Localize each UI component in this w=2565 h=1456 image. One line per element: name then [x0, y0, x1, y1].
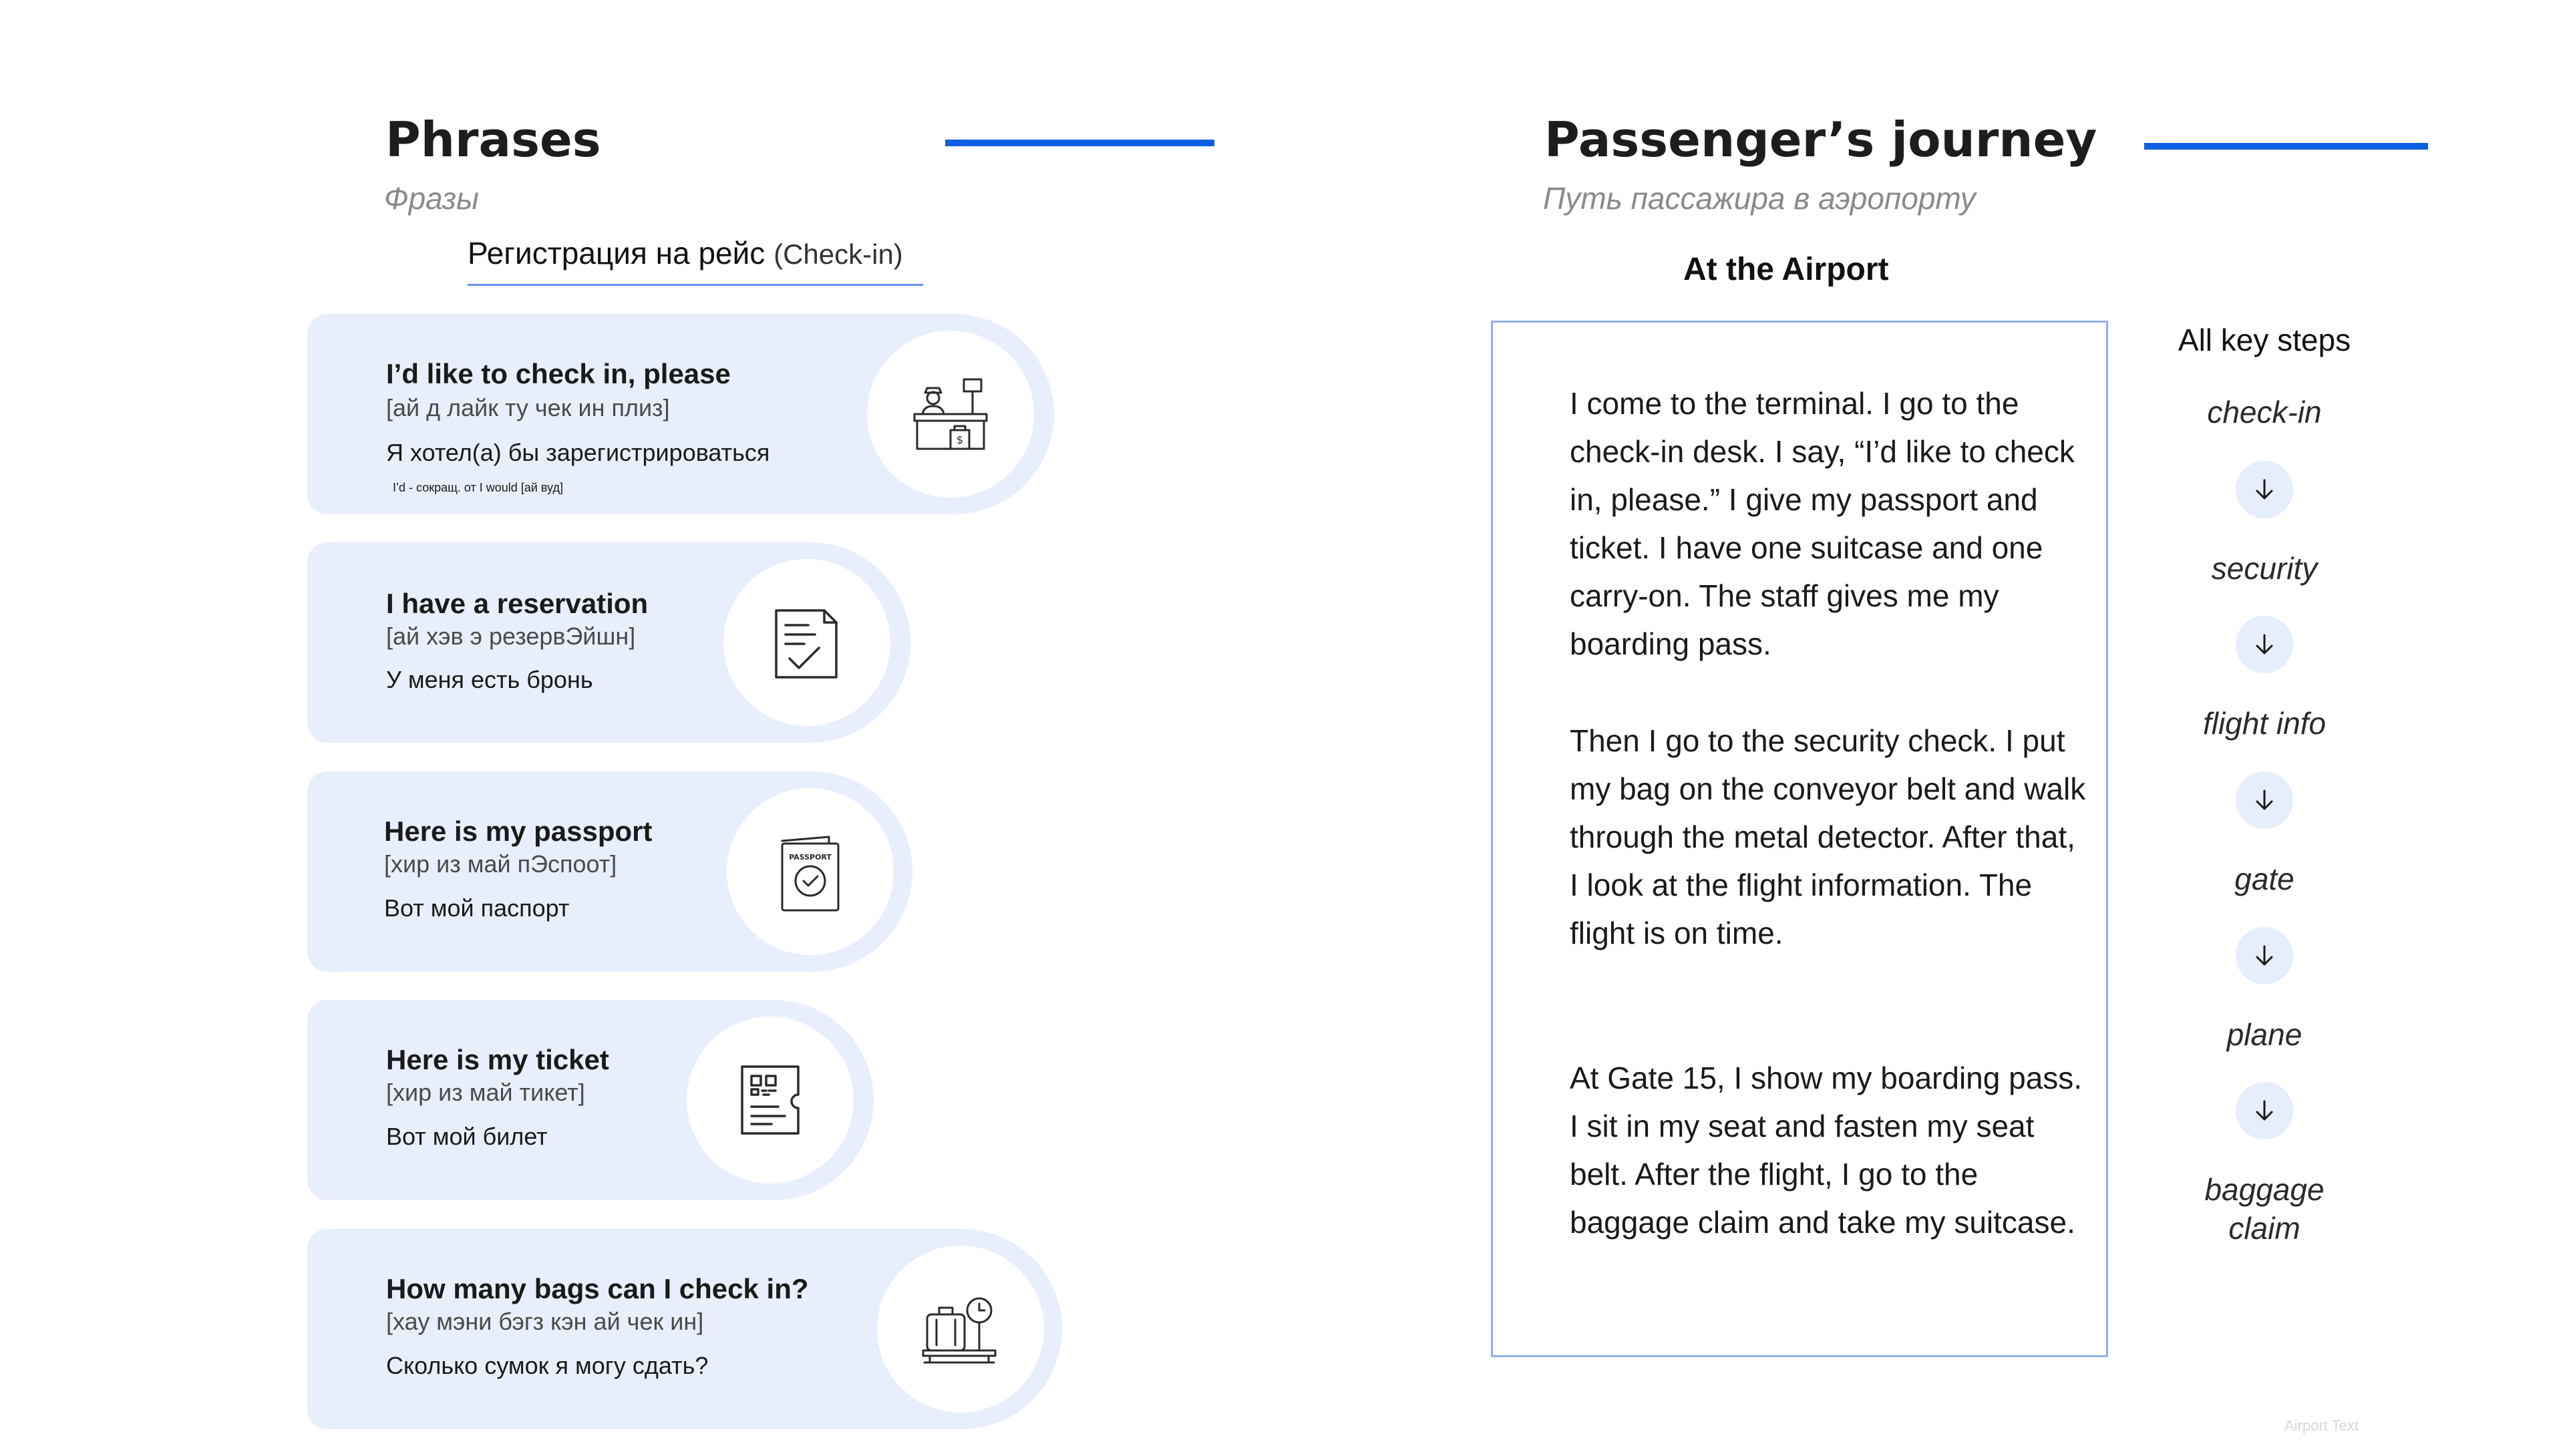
phrase-transcription: [хир из май пЭспоот] [384, 850, 617, 878]
icon-circle [867, 331, 1034, 498]
step-flight-info: flight info [2202, 706, 2327, 741]
phrases-subtitle: Фразы [384, 181, 479, 216]
phrases-accent-line [945, 140, 1214, 146]
story-paragraph: At Gate 15, I show my boarding pass. I sit in my seat and fasten my seat belt. After the flight, I go to the baggage claim and take my suitcase. [1570, 1061, 2083, 1240]
journey-title: Passenger’s journey [1544, 112, 2097, 168]
arrow-down-icon [2251, 942, 2278, 969]
phrase-note: I’d - сокращ. от I would [ай вуд] [393, 481, 563, 494]
section-underline [468, 284, 923, 286]
arrow-down-icon [2251, 787, 2278, 813]
phrase-english: How many bags can I check in? [386, 1273, 809, 1304]
step-check-in: check-in [2207, 395, 2322, 429]
step-security: security [2211, 551, 2318, 586]
arrow-down-icon [2251, 631, 2278, 658]
luggage-scale-icon [920, 1289, 1001, 1369]
step-arrow [2236, 616, 2293, 673]
phrase-russian: Сколько сумок я могу сдать? [386, 1352, 709, 1379]
check-in-desk-icon [910, 374, 991, 454]
icon-circle [877, 1246, 1044, 1413]
story-title: At the Airport [1683, 252, 1889, 287]
step-plane: plane [2226, 1017, 2302, 1052]
svg-text:$: $ [956, 433, 964, 446]
section-title [468, 235, 903, 271]
footer-note: Airport Text [2284, 1417, 2359, 1434]
phrases-title: Phrases [385, 112, 601, 168]
arrow-down-icon [2251, 476, 2278, 503]
phrase-card-check-in [307, 314, 1054, 514]
phrase-card-passport [307, 771, 912, 972]
section-title-ru: Регистрация на рейс [468, 236, 765, 270]
svg-text:PASSPORT: PASSPORT [789, 853, 832, 862]
phrase-russian: Вот мой паспорт [384, 894, 570, 922]
step-baggage-claim: baggage claim [2204, 1172, 2325, 1246]
passport-icon [770, 832, 850, 912]
phrase-english: Here is my ticket [386, 1044, 609, 1075]
icon-circle [687, 1017, 854, 1184]
phrase-russian: Я хотел(а) бы зарегистрироваться [386, 439, 770, 466]
section-title-en: (Check-in) [774, 238, 903, 270]
phrase-transcription: [ай хэв э резервЭйшн] [386, 622, 636, 650]
phrase-card-reservation [307, 542, 910, 743]
journey-accent-line [2144, 143, 2428, 150]
step-arrow [2236, 461, 2293, 518]
step-gate: gate [2234, 862, 2294, 896]
ticket-qr-icon [730, 1060, 810, 1140]
phrase-english: Here is my passport [384, 815, 653, 847]
step-arrow [2236, 771, 2293, 829]
phrase-card-bags [307, 1229, 1062, 1429]
phrase-transcription: [ай д лайк ту чек ин плиз] [386, 394, 670, 421]
story-paragraph: I come to the terminal. I go to the check-in desk. I say, “I’d like to check in, please.” I give my passport and ticket. I have one suitcase and one carry-on. The staff gives me my boarding pass. [1570, 386, 2075, 661]
journey-subtitle: Путь пассажира в аэропорту [1543, 181, 1976, 216]
step-arrow [2236, 1082, 2293, 1139]
document-check-icon [767, 602, 847, 683]
phrase-english: I’d like to check in, please [386, 358, 731, 389]
steps-title: All key steps [2178, 323, 2351, 357]
phrase-transcription: [хау мэни бэгз кэн ай чек ин] [386, 1308, 704, 1335]
phrase-english: I have a reservation [386, 588, 649, 619]
step-arrow [2236, 927, 2293, 984]
story-paragraph: Then I go to the security check. I put my bag on the conveyor belt and walk through the metal detector. After that, I look at the flight information. The flight is on time. [1570, 723, 2086, 950]
phrase-russian: У меня есть бронь [386, 666, 593, 693]
icon-circle [727, 788, 894, 955]
phrase-transcription: [хир из май тикет] [386, 1079, 585, 1106]
phrase-card-ticket [307, 1000, 874, 1200]
icon-circle [723, 559, 890, 726]
phrase-russian: Вот мой билет [386, 1123, 548, 1150]
arrow-down-icon [2251, 1097, 2278, 1124]
